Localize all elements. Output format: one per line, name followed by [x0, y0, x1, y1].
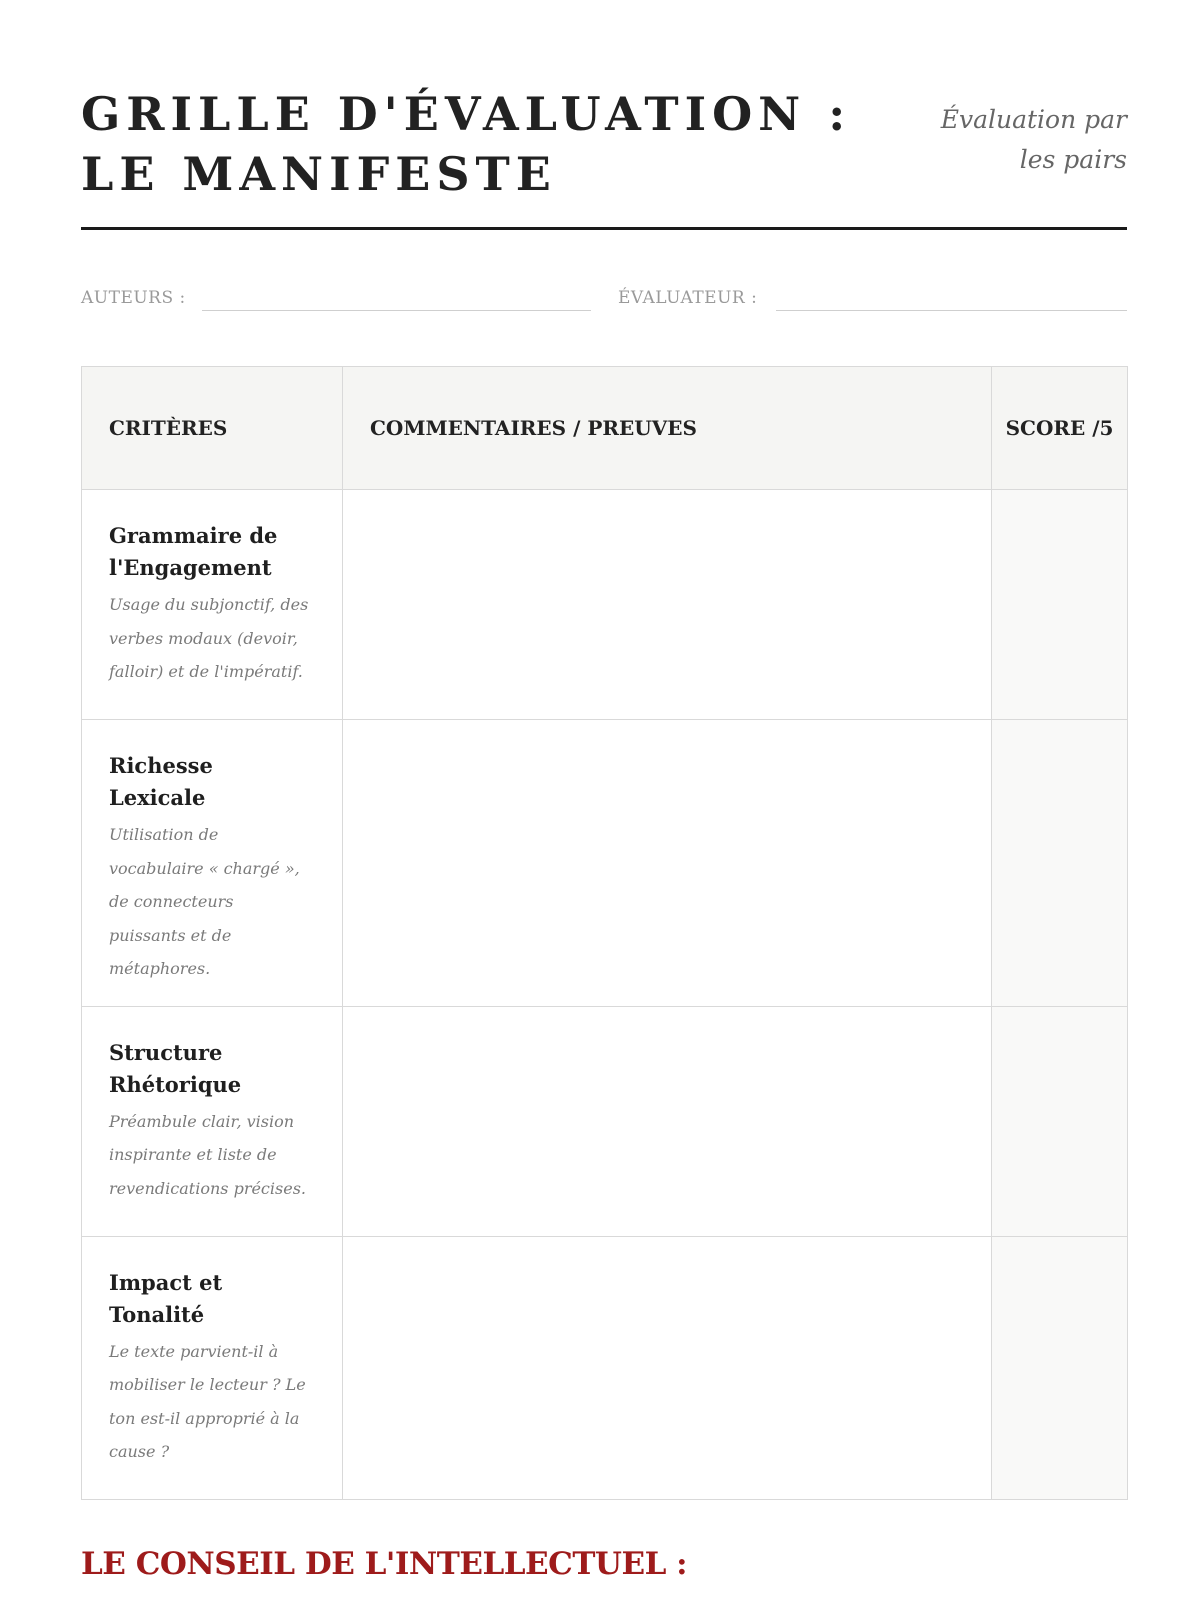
comments-cell[interactable]	[343, 1236, 992, 1499]
score-cell[interactable]	[992, 720, 1128, 1007]
comments-cell[interactable]	[343, 1006, 992, 1236]
evaluation-table	[81, 366, 1128, 1500]
score-header: SCORE /5	[992, 367, 1128, 490]
criterion-description: Utilisation de vocabulaire « chargé », de connecteurs puissants et de métaphores.	[109, 825, 300, 978]
criterion-cell	[82, 720, 343, 1007]
evaluator-label: ÉVALUATEUR :	[618, 288, 758, 308]
authors-label: AUTEURS :	[81, 288, 186, 308]
page-title: GRILLE D'ÉVALUATION : LE MANIFESTE	[81, 87, 852, 201]
table-row	[82, 1006, 1128, 1236]
evaluator-field[interactable]	[776, 310, 1127, 311]
criterion-cell	[82, 1006, 343, 1236]
page-header	[81, 80, 1127, 230]
criterion-cell	[82, 490, 343, 720]
authors-field[interactable]	[202, 310, 591, 311]
criterion-description: Le texte parvient-il à mobiliser le lecteur ? Le ton est-il approprié à la cause ?	[109, 1341, 306, 1461]
criterion-description: Préambule clair, vision inspirante et liste de revendications précises.	[109, 1111, 306, 1198]
score-cell[interactable]	[992, 1236, 1128, 1499]
table-row	[82, 1236, 1128, 1499]
comments-header: COMMENTAIRES / PREUVES	[343, 367, 992, 490]
identification-fields	[81, 282, 1127, 312]
criterion-name: Impact et Tonalité	[109, 1269, 223, 1327]
table-row	[82, 490, 1128, 720]
table-header-row	[82, 367, 1128, 490]
advice-heading: LE CONSEIL DE L'INTELLECTUEL :	[81, 1546, 688, 1582]
comments-cell[interactable]	[343, 720, 992, 1007]
criterion-name: Grammaire de l'Engagement	[109, 523, 278, 580]
criterion-cell	[82, 1236, 343, 1499]
page-subtitle: Évaluation par les pairs	[940, 105, 1127, 174]
criteria-header: CRITÈRES	[82, 367, 343, 490]
score-cell[interactable]	[992, 1006, 1128, 1236]
criterion-name: Richesse Lexicale	[109, 753, 213, 810]
criterion-name: Structure Rhétorique	[109, 1039, 242, 1097]
score-cell[interactable]	[992, 490, 1128, 720]
criterion-description: Usage du subjonctif, des verbes modaux (devoir, falloir) et de l'impératif.	[109, 595, 309, 681]
table-row	[82, 720, 1128, 1007]
comments-cell[interactable]	[343, 490, 992, 720]
